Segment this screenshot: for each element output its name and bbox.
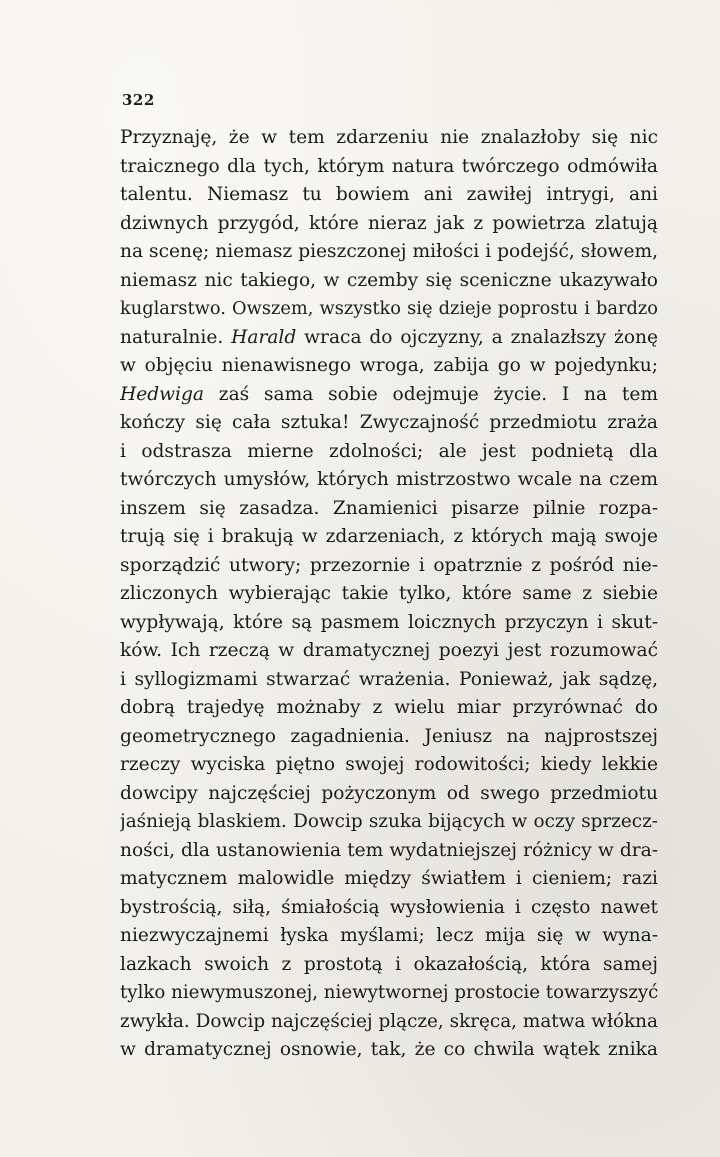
text-line: jaśnieją blaskiem. Dowcip szuka bijących w oczy sprzecz- bbox=[120, 811, 658, 832]
text-line: inszem się zasadza. Znamienici pisarze pilnie rozpa- bbox=[120, 497, 658, 519]
text-line: ności, dla ustanowienia tem wydatniejszej różnicy w dra- bbox=[120, 839, 658, 861]
text-line: tylko niewymuszonej, niewytwornej prostocie towarzyszyć bbox=[120, 982, 658, 1003]
text-line: niemasz nic takiego, w czemby się sceniczne ukazywało bbox=[120, 269, 658, 291]
text-line bbox=[120, 324, 658, 353]
text-line: trują się i brakują w zdarzeniach, z których mają swoje bbox=[120, 526, 658, 547]
text-line: traicznego dla tych, którym natura twórczego odmówiła bbox=[120, 155, 658, 177]
text-line: kuglarstwo. Owszem, wszystko się dzieje poprostu i bardzo bbox=[120, 298, 658, 319]
text-line: zliczonych wybierając takie tylko, które same z siebie bbox=[120, 583, 658, 604]
text-line: w dramatycznej osnowie, tak, że co chwila wątek znika bbox=[120, 1039, 658, 1060]
text-segment: naturalnie. bbox=[120, 326, 232, 348]
italic-name: Harald bbox=[231, 326, 297, 348]
text-line bbox=[120, 381, 658, 410]
text-segment: zaś sama sobie odejmuje życie. I na tem bbox=[203, 383, 658, 405]
page-number: 322 bbox=[122, 91, 155, 109]
text-line: rzeczy wyciska piętno swojej rodowitości; kiedy lekkie bbox=[120, 754, 658, 775]
text-line: twórczych umysłów, których mistrzostwo wcale na czem bbox=[120, 469, 658, 490]
text-line: sporządzić utwory; przezornie i opatrznie z pośród nie- bbox=[120, 554, 658, 576]
text-line: bystrością, siłą, śmiałością wysłowienia i często nawet bbox=[120, 896, 658, 918]
text-line: niezwyczajnemi łyska myślami; lecz mija się w wyna- bbox=[120, 925, 658, 946]
text-line: kończy się cała sztuka! Zwyczajność przedmiotu zraża bbox=[120, 412, 658, 433]
text-line: matycznem malowidle między światłem i cieniem; razi bbox=[120, 868, 658, 889]
text-line: Przyznaję, że w tem zdarzeniu nie znalazłoby się nic bbox=[120, 127, 658, 148]
text-line: dziwnych przygód, które nieraz jak z powietrza zlatują bbox=[120, 212, 658, 234]
italic-name: Hedwiga bbox=[120, 383, 204, 405]
body-text bbox=[120, 124, 658, 1065]
text-segment: wraca do ojczyzny, a znalazłszy żonę bbox=[296, 326, 658, 348]
text-line: wypływają, które są pasmem loicznych przyczyn i skut- bbox=[120, 611, 658, 633]
text-line: talentu. Niemasz tu bowiem ani zawiłej intrygi, ani bbox=[120, 184, 658, 205]
text-line: lazkach swoich z prostotą i okazałością, która samej bbox=[120, 953, 658, 975]
text-line: ków. Ich rzeczą w dramatycznej poezyi jest rozumować bbox=[120, 640, 658, 661]
text-line: w objęciu nienawisnego wroga, zabija go w pojedynku; bbox=[120, 355, 658, 376]
text-line: na scenę; niemasz pieszczonej miłości i podejść, słowem, bbox=[120, 241, 658, 262]
text-line: i syllogizmami stwarzać wrażenia. Ponieważ, jak sądzę, bbox=[120, 668, 658, 690]
text-line: i odstrasza mierne zdolności; ale jest podnietą dla bbox=[120, 440, 658, 462]
text-line: dobrą trajedyę możnaby z wielu miar przyrównać do bbox=[120, 697, 658, 718]
text-line: dowcipy najczęściej pożyczonym od swego przedmiotu bbox=[120, 782, 658, 804]
text-line: zwykła. Dowcip najczęściej plącze, skręca, matwa włókna bbox=[120, 1010, 658, 1032]
text-line: geometrycznego zagadnienia. Jeniusz na najprostszej bbox=[120, 725, 658, 747]
